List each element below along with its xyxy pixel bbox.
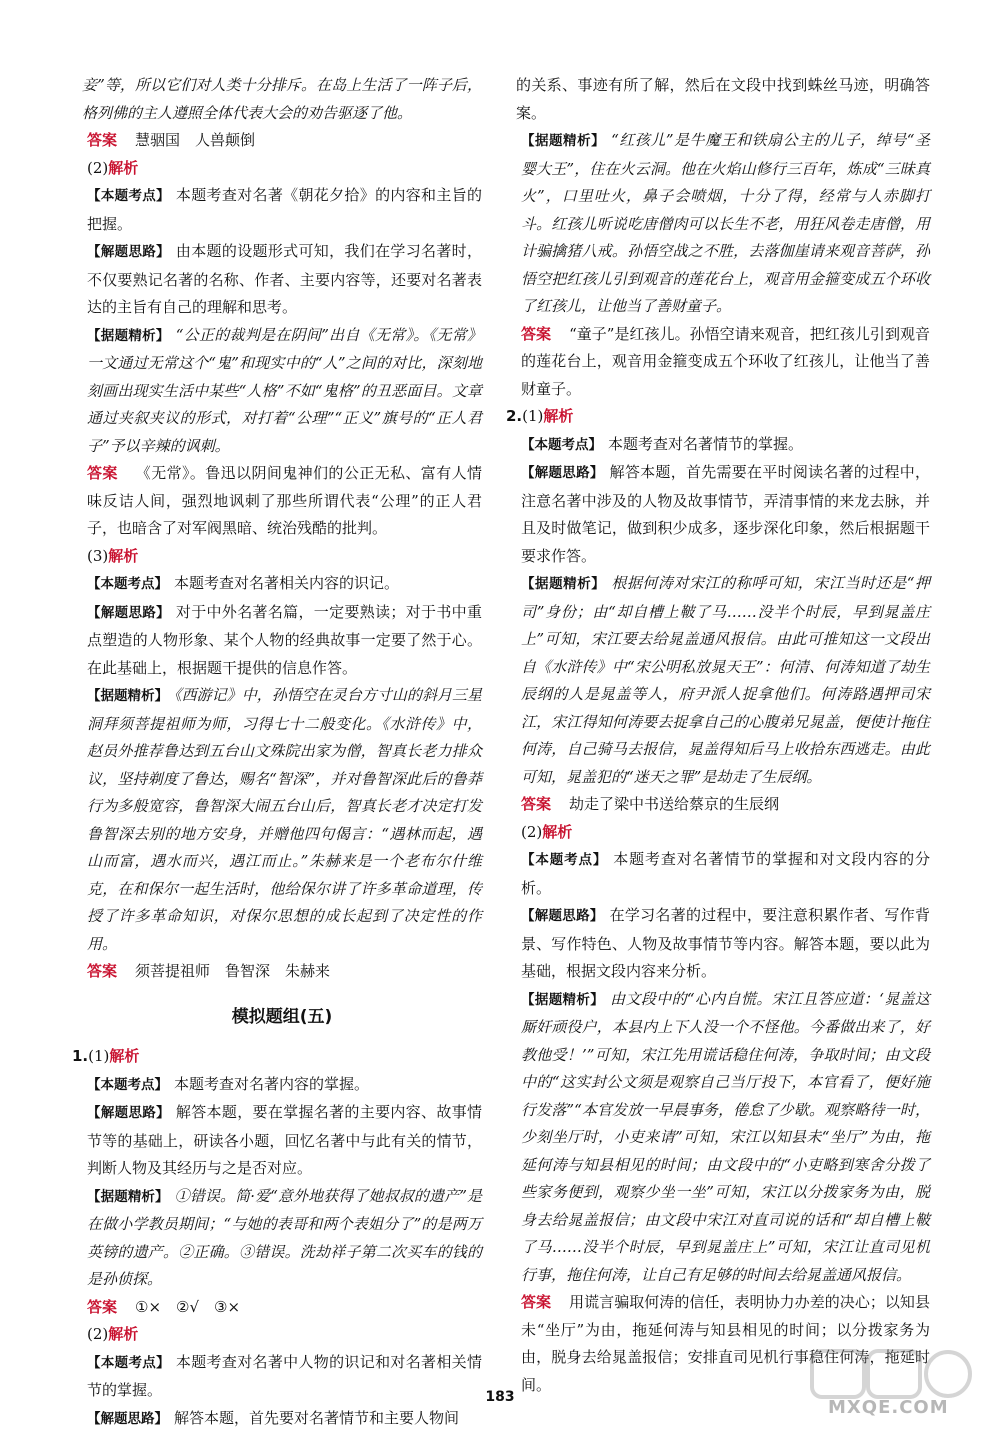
- watermark-text: MXQE.COM: [828, 1397, 949, 1418]
- paragraph-text: 本题考查对名著内容的掌握。: [174, 1074, 370, 1093]
- answer-label: 答案: [87, 464, 118, 482]
- subquestion-number: (2): [87, 1325, 109, 1343]
- paragraph: 的关系、事迹有所了解，然后在文段中找到蛛丝马迹，明确答案。: [516, 76, 930, 122]
- subquestion-header: [82, 155, 482, 183]
- paragraph-text: 由文段中的“心内自慌。宋江且答应道：‘晁盖这厮奸顽役户，本县内上下人没一个不怪他。今番做出来了，好教他受！’”可知，宋江先用谎话稳住何涛，争取时间；由文段中的“这实封公文须是观察自己当厅投下，本官看了，便好施行发落”“本官发放一早晨事务，倦怠了少歇。观察略待一时，少刻坐厅时，小吏来请”可知，宋江以知县未“坐厅”为由，拖延何涛与知县相见的时间；由文段中的“小吏略到寒舍分拨了些家务便到，观察少坐一坐”可知，宋江以分拨家务为由，脱身去给晁盖报信；由文段中宋江对直司说的话和“却自槽上鞁了马……没半个时辰，早到晁盖庄上”可知，宋江让直司见机行事，拖住何涛，让自己有足够的时间去给晁盖通风报信。: [521, 989, 930, 1284]
- tagged-paragraph: [82, 599, 482, 683]
- question-number: 2.: [506, 407, 523, 425]
- answer-text: ①× ②√ ③×: [135, 1297, 241, 1316]
- section-tag: 【本题考点】: [87, 1076, 168, 1093]
- subquestion-number: (2): [87, 158, 109, 177]
- question-header: [506, 403, 930, 431]
- page-number: 183: [485, 1389, 515, 1405]
- section-tag: 【解题思路】: [87, 244, 170, 260]
- section-tag: 【据题精析】: [87, 1188, 169, 1205]
- analysis-label: 解析: [108, 158, 139, 177]
- paragraph-text: 在学习名著的过程中，要注意积累作者、写作背景、写作特色、人物及故事情节等内容。解答本题，要以此为基础，根据文段内容来分析。: [521, 906, 930, 980]
- subquestion-header: [82, 543, 482, 571]
- section-tag: 【本题考点】: [87, 188, 170, 204]
- section-tag: 【据题精析】: [87, 327, 170, 344]
- paragraph-text: 《西游记》中，孙悟空在灵台方寸山的斜月三星洞拜须菩提祖师为师，习得七十二般变化。《水浒传》中，赵员外推荐鲁达到五台山文殊院出家为僧，智真长老力排众议，坚持剃度了鲁达，赐名“智深”，并对鲁智深此后的鲁莽行为多般宽容，鲁智深大闹五台山后，智真长老才决定打发鲁智深去别的地方安身，并赠他四句偈言：“遇林而起，遇山而富，遇水而兴，遇江而止。”朱赫来是一个老布尔什维克，在和保尔一起生活时，他给保尔讲了许多革命道理，传授了许多革命知识，对保尔思想的成长起到了决定性的作用。: [87, 686, 482, 953]
- subquestion-number: (1): [88, 1047, 110, 1065]
- analysis-label: 解析: [108, 546, 139, 565]
- analysis-label: 解析: [109, 1047, 140, 1065]
- answer-text: 须菩提祖师 鲁智深 朱赫来: [135, 962, 331, 980]
- tagged-paragraph: [82, 238, 482, 322]
- paragraph-text: 本题考查对名著相关内容的识记。: [174, 574, 400, 592]
- section-tag: 【据题精析】: [521, 576, 606, 592]
- answer-label: 答案: [521, 324, 552, 343]
- paragraph-text: 解答本题，首先需要在平时阅读名著的过程中，注意名著中涉及的人物及故事情节，弄清事情的来龙去脉，并且及时做笔记，做到积少成多，逐步深化印象，然后根据题干要求作答。: [521, 463, 930, 565]
- tagged-paragraph: [82, 1099, 482, 1183]
- analysis-label: 解析: [543, 407, 574, 425]
- section-tag: 【本题考点】: [87, 576, 168, 592]
- section-title: 模拟题组(五): [231, 1006, 333, 1027]
- paragraph-text: 对于中外名著名篇，一定要熟读；对于书中重点塑造的人物形象、某个人物的经典故事一定要了然于心。在此基础上，根据题干提供的信息作答。: [87, 602, 482, 677]
- paragraph-text: ①错误。简·爱“意外地获得了她叔叔的遗产”是在做小学教员期间；“与她的表哥和两个表姐分了”的是两万英镑的遗产。②正确。③错误。洗劫祥子第二次买车的钱的是孙侦探。: [87, 1186, 483, 1288]
- answer-label: 答案: [87, 131, 118, 149]
- paragraph-text: 本题考查对名著情节的掌握和对文段内容的分析。: [521, 850, 930, 897]
- subquestion-number: (3): [87, 546, 109, 565]
- tagged-paragraph: [516, 570, 930, 791]
- section-tag: 【解题思路】: [87, 1410, 168, 1427]
- section-tag: 【解题思路】: [521, 908, 604, 924]
- tagged-paragraph: [82, 570, 482, 599]
- answer-text: 劫走了梁中书送给蔡京的生辰纲: [569, 795, 780, 813]
- tagged-paragraph: [82, 1405, 482, 1433]
- tagged-paragraph: [516, 846, 930, 902]
- answer-block: [82, 460, 482, 543]
- tagged-paragraph: [516, 127, 930, 321]
- subquestion-number: (1): [522, 407, 544, 425]
- paragraph-text: 根据何涛对宋江的称呼可知，宋江当时还是“押司”身份；由“却自槽上鞁了马……没半个时辰，早到晁盖庄上”可知，宋江要去给晁盖通风报信。由此可推知这一文段出自《水浒传》中“宋公明私放晁天王”：何清、何涛知道了劫生辰纲的人是晁盖等人，府尹派人捉拿他们。何涛路遇押司宋江，宋江得知何涛要去捉拿自己的心腹弟兄晁盖，便使计拖住何涛，自己骑马去报信，晁盖得知后马上收拾东西逃走。由此可知，晁盖犯的“迷天之罪”是劫走了生辰纲。: [521, 574, 931, 786]
- section-tag: 【解题思路】: [87, 604, 170, 621]
- left-column: [72, 72, 483, 1433]
- answer-block: [82, 1294, 482, 1322]
- right-column: [506, 72, 931, 1399]
- answer-label: 答案: [87, 962, 118, 980]
- section-tag: 【本题考点】: [87, 1354, 170, 1371]
- answer-text: 《无常》。鲁迅以阴间鬼神们的公正无私、富有人情味反诘人间，强烈地讽刺了那些所谓代表“公理”的正人君子，也暗含了对军阀黑暗、统治残酷的批判。: [87, 464, 482, 537]
- tagged-paragraph: [516, 459, 930, 570]
- answer-text: 用谎言骗取何涛的信任，表明协力办差的决心；以知县未“坐厅”为由，拖延何涛与知县相见的时间；以分拨家务为由，脱身去给晁盖报信；安排直司见机行事稳住何涛，拖延时间。: [521, 1293, 930, 1394]
- paragraph-text: “红孩儿”是牛魔王和铁扇公主的儿子，绰号“圣婴大王”，住在火云洞。他在火焰山修行三百年，炼成“三昧真火”，口里吐火，鼻子会喷烟，十分了得，经常与人赤脚打斗。红孩儿听说吃唐僧肉可以长生不老，用狂风卷走唐僧，用计骗擒猪八戒。孙悟空战之不胜，去落伽崖请来观音菩萨，孙悟空把红孩儿引到观音的莲花台上，观音用金箍变成五个环收了红孩儿，让他当了善财童子。: [521, 131, 930, 315]
- paragraph-text: 解答本题，要在掌握名著的主要内容、故事情节等的基础上，研读各小题，回忆名著中与此有关的情节，判断人物及其经历与之是否对应。: [87, 1103, 482, 1177]
- section-tag: 【解题思路】: [87, 1105, 170, 1121]
- question-number: 1.: [72, 1047, 89, 1065]
- answer-label: 答案: [521, 795, 552, 813]
- paragraph-text: 本题考查对名著《朝花夕拾》的内容和主旨的把握。: [87, 186, 482, 233]
- answer-block: [82, 958, 482, 986]
- paragraph-text: 本题考查对名著情节的掌握。: [608, 434, 804, 453]
- paragraph-text: 解答本题，首先要对名著情节和主要人物间: [174, 1408, 460, 1427]
- analysis-label: 解析: [542, 822, 573, 841]
- paragraph-text: 由本题的设题形式可知，我们在学习名著时，不仅要熟记名著的名称、作者、主要内容等，还要对名著表达的主旨有自己的理解和思考。: [87, 242, 482, 316]
- subquestion-header: [516, 819, 930, 847]
- paragraph-text: “公正的裁判是在阴间”出自《无常》。《无常》一文通过无常这个“鬼”和现实中的“人”之间的对比，深刻地刻画出现实生活中某些“人格”不如“鬼格”的丑恶面目。文章通过夹叙夹议的形式，对打着“公理”“正义”旗号的“正人君子”予以辛辣的讽刺。: [87, 325, 482, 455]
- answer-label: 答案: [87, 1297, 118, 1316]
- section-tag: 【本题考点】: [521, 436, 602, 453]
- tagged-paragraph: [516, 902, 930, 986]
- tagged-paragraph: [82, 682, 482, 958]
- answer-text: 慧骃国 人兽颠倒: [135, 131, 256, 149]
- section-tag: 【解题思路】: [521, 465, 604, 481]
- tagged-paragraph: [516, 431, 930, 460]
- tagged-paragraph: [82, 322, 482, 461]
- section-tag: 【据题精析】: [521, 133, 606, 149]
- tagged-paragraph: [516, 986, 930, 1290]
- answer-label: 答案: [521, 1293, 552, 1311]
- paragraph: 妾”等，所以它们对人类十分排斥。在岛上生活了一阵子后，格列佛的主人遵照全体代表大会的劝告驱逐了他。: [82, 76, 482, 122]
- question-header: [72, 1043, 482, 1071]
- answer-block: [516, 791, 930, 819]
- paragraph-text: 本题考查对名著中人物的识记和对名著相关情节的掌握。: [87, 1352, 482, 1399]
- answer-text: “童子”是红孩儿。孙悟空请来观音，把红孩儿引到观音的莲花台上，观音用金箍变成五个环收了红孩儿，让他当了善财童子。: [521, 324, 930, 398]
- answer-block: [82, 127, 482, 155]
- subquestion-header: [82, 1321, 482, 1349]
- analysis-label: 解析: [108, 1325, 139, 1343]
- answer-block: [516, 321, 930, 404]
- section-tag: 【据题精析】: [87, 688, 169, 704]
- tagged-paragraph: [82, 1183, 482, 1294]
- tagged-paragraph: [82, 182, 482, 238]
- section-tag: 【本题考点】: [521, 852, 608, 868]
- subquestion-number: (2): [521, 822, 543, 841]
- section-tag: 【据题精析】: [521, 991, 605, 1008]
- tagged-paragraph: [82, 1071, 482, 1100]
